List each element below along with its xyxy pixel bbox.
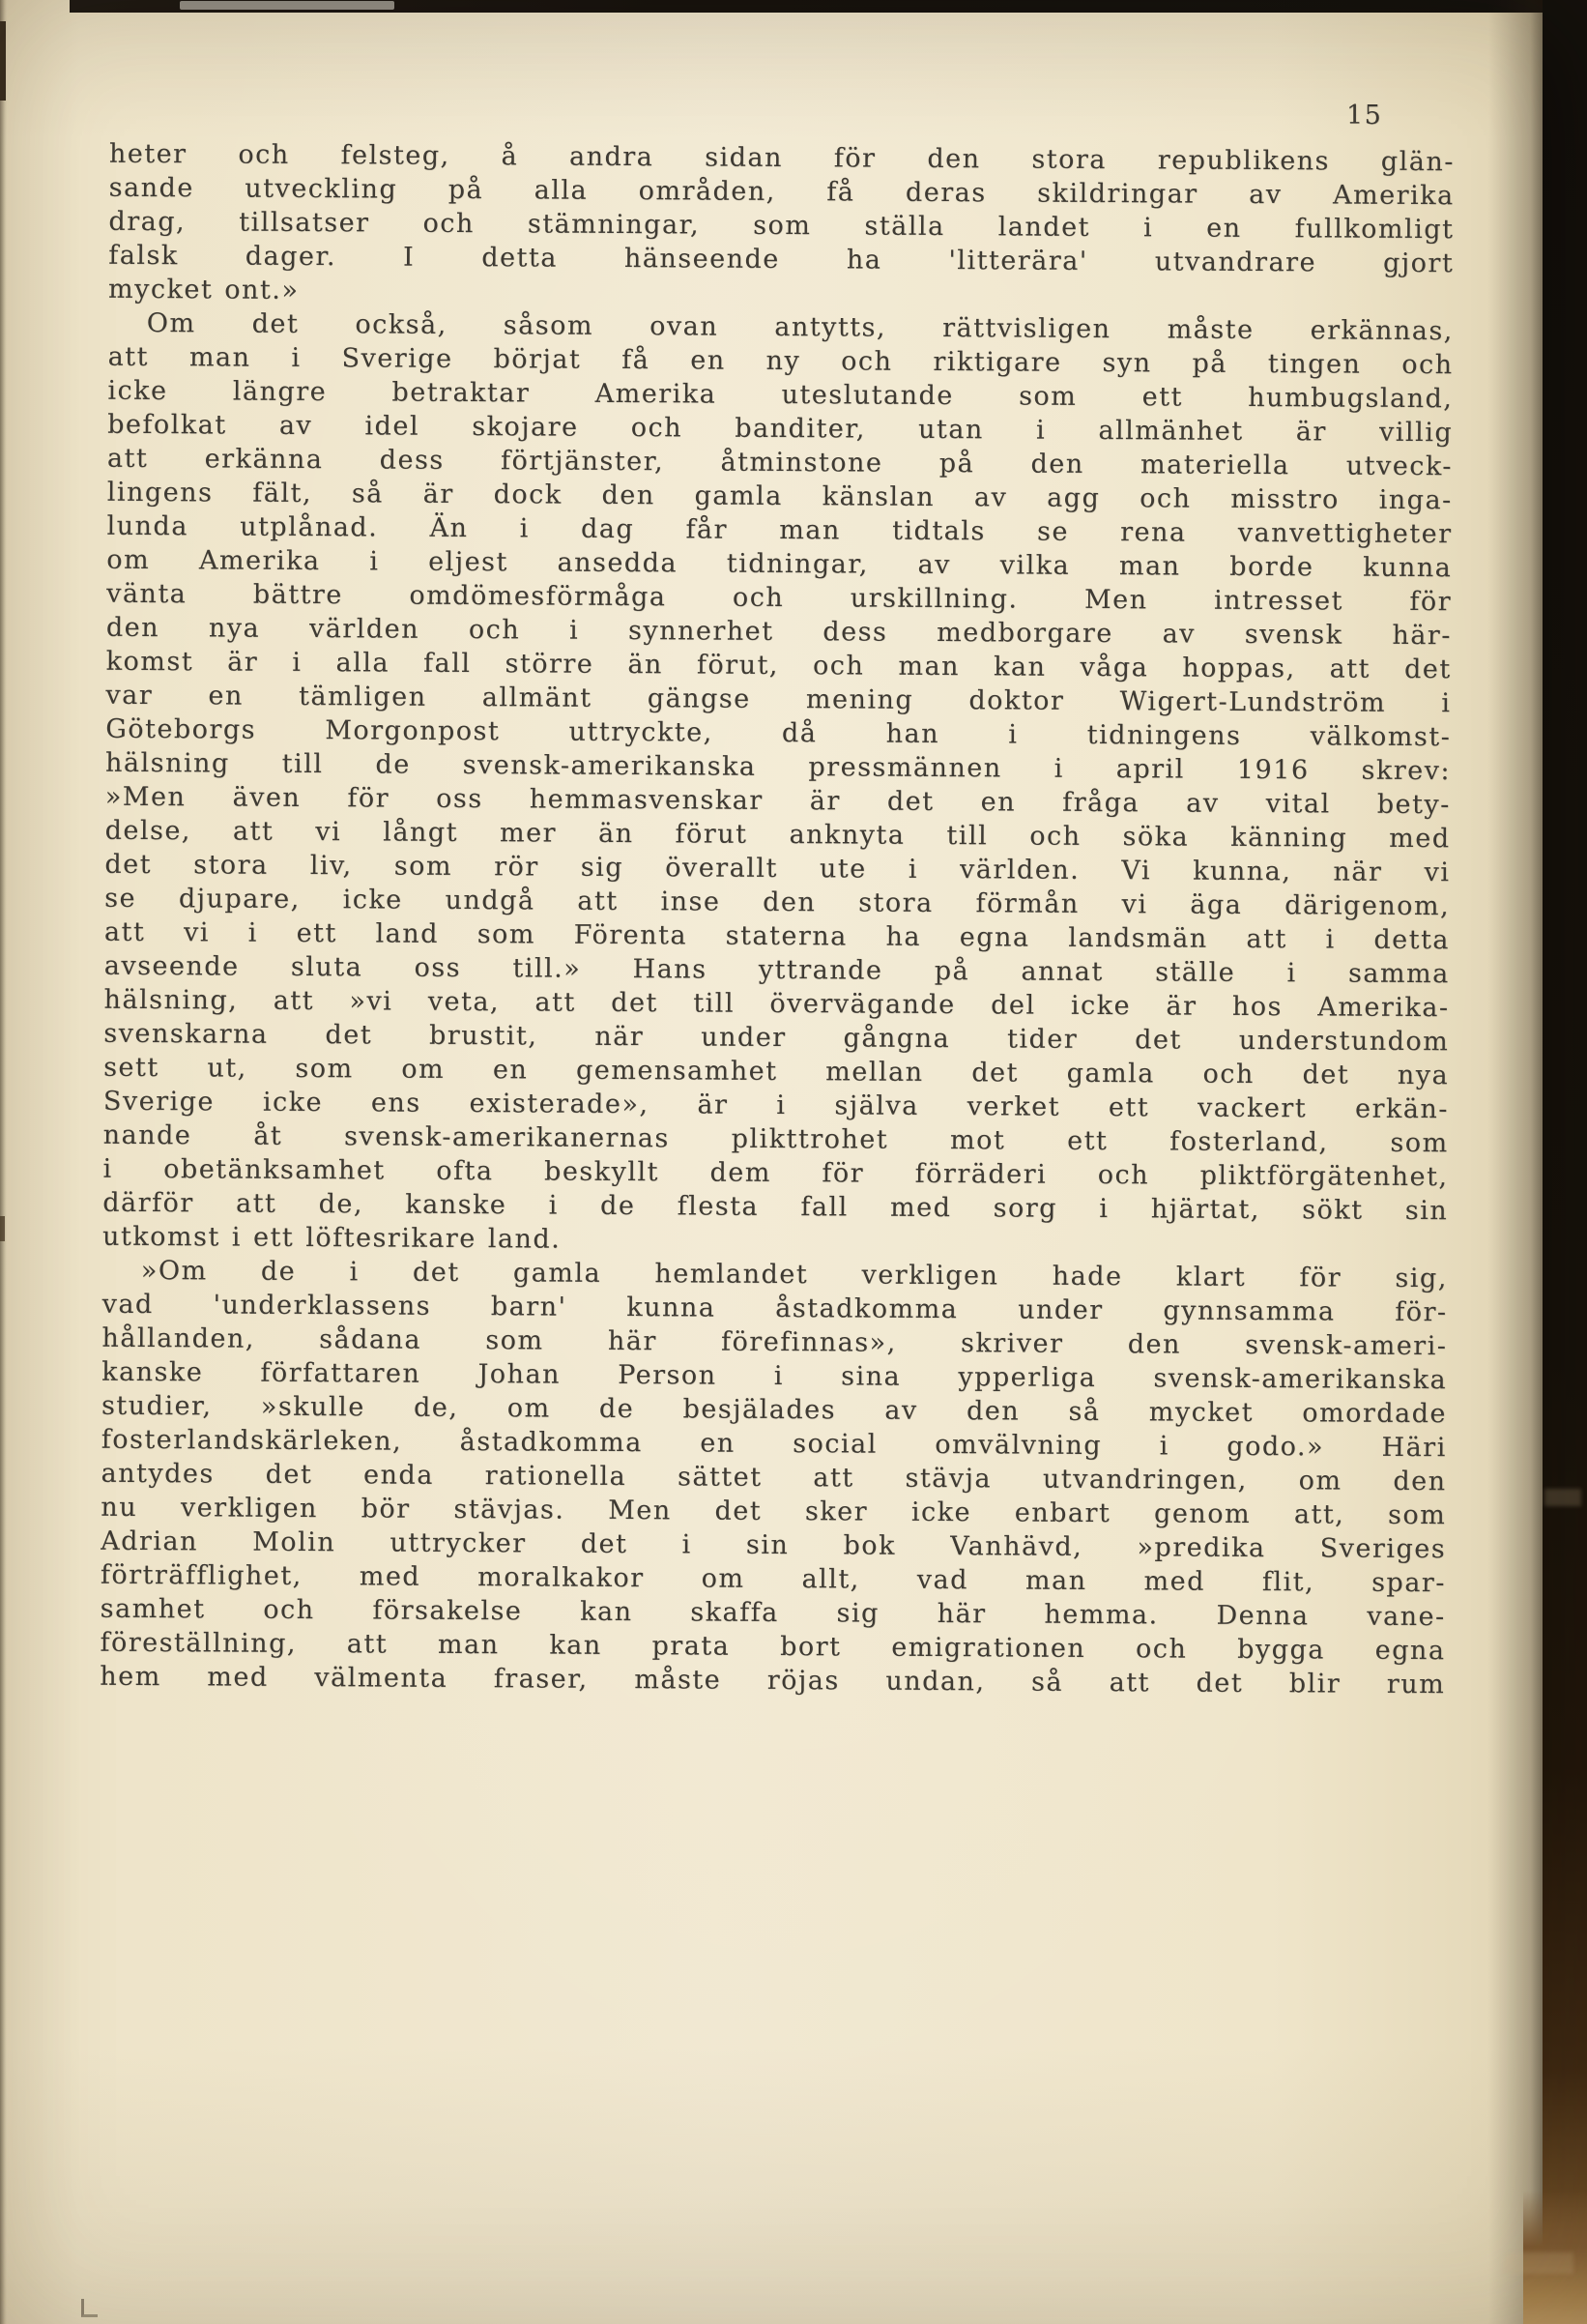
scan-edge-top-bar-highlight xyxy=(180,1,394,10)
book-binding-edge-right xyxy=(1543,0,1587,2324)
text-line: icke längre betraktar Amerika uteslutande som ett humbugsland, xyxy=(107,375,1454,415)
page-edge-shadow-left xyxy=(0,0,7,2324)
text-line: hälsning, att »vi veta, att det till övervägande del icke är hos Amerika- xyxy=(103,984,1450,1024)
text-line: komst är i alla fall större än förut, och man kan våga hoppas, att det xyxy=(105,646,1452,685)
text-line: sett ut, som om en gemensamhet mellan det gamla och det nya xyxy=(103,1052,1450,1091)
text-line: mycket ont.» xyxy=(107,274,300,305)
text-line: sande utveckling på alla områden, få deras skildringar av Amerika xyxy=(108,172,1455,212)
text-line: hälsning till de svensk-amerikanska pressmännen i april 1916 skrev: xyxy=(104,747,1452,787)
text-line: fosterlandskärleken, åstadkomma en social omvälvning i godo.» Häri xyxy=(101,1424,1447,1464)
text-line: »Om de i det gamla hemlandet verkligen hade klart för sig, xyxy=(140,1255,1448,1294)
text-line: hållanden, sådana som här förefinnas», skriver den svensk-ameri- xyxy=(101,1322,1448,1362)
text-line: befolkat av idel skojare och banditer, utan i allmänhet är villig xyxy=(107,409,1454,449)
text-line: vänta bättre omdömesförmåga och urskillning. Men intresset för xyxy=(106,578,1453,618)
text-line: samhet och försakelse kan skaffa sig här hemma. Denna vane- xyxy=(100,1593,1446,1633)
text-line: förträfflighet, med moralkakor om allt, vad man med flit, spar- xyxy=(100,1559,1446,1599)
text-line: att vi i ett land som Förenta staterna ha egna landsmän att i detta xyxy=(103,916,1451,956)
text-line: nande åt svensk-amerikanernas plikttrohet mot ett fosterland, som xyxy=(102,1119,1449,1159)
page-edge-shadow-right xyxy=(1488,0,1548,2324)
text-line: Adrian Molin uttrycker det i sin bok Vanhävd, »predika Sveriges xyxy=(101,1525,1447,1565)
text-line: att erkänna dess förtjänster, åtminstone på den materiella utveck- xyxy=(106,443,1454,482)
text-line: föreställning, att man kan prata bort emigrationen och bygga egna xyxy=(100,1627,1446,1667)
text-line: i obetänksamhet ofta beskyllt dem för förräderi och pliktförgätenhet, xyxy=(102,1153,1449,1193)
text-line: Sverige icke ens existerade», är i själva verket ett vackert erkän- xyxy=(102,1086,1449,1125)
text-line: Om det också, såsom ovan antytts, rättvisligen måste erkännas, xyxy=(146,307,1454,347)
text-line: lunda utplånad. Än i dag får man tidtals se rena vanvettigheter xyxy=(106,510,1453,550)
text-line: att man i Sverige börjat få en ny och riktigare syn på tingen och xyxy=(107,341,1454,381)
scan-artifact-left-mid xyxy=(0,1216,5,1241)
text-line: drag, tillsatser och stämningar, som ställa landet i en fullkomligt xyxy=(108,206,1455,246)
text-line: det stora liv, som rör sig överallt ute i världen. Vi kunna, när vi xyxy=(104,849,1451,888)
text-line: kanske författaren Johan Person i sina ypperliga svensk-amerikanska xyxy=(101,1356,1448,1396)
page-number: 15 xyxy=(1346,101,1383,131)
text-line: därför att de, kanske i de flesta fall med sorg i hjärtat, sökt sin xyxy=(102,1187,1449,1227)
text-line: heter och felsteg, å andra sidan för den stora republikens glän- xyxy=(108,138,1455,178)
text-line: lingens fält, så är dock den gamla känslan av agg och misstro inga- xyxy=(106,477,1453,516)
text-line: Göteborgs Morgonpost uttryckte, då han i tidningens välkomst- xyxy=(105,713,1452,753)
text-line: »Men även för oss hemmasvenskar är det en fråga av vital bety- xyxy=(104,781,1451,821)
body-text xyxy=(100,137,1455,1701)
text-line: om Amerika i eljest ansedda tidningar, av vilka man borde kunna xyxy=(106,544,1453,584)
text-line: avseende sluta oss till.» Hans yttrande på annat ställe i samma xyxy=(103,950,1450,990)
text-line: utkomst i ett löftesrikare land. xyxy=(101,1221,562,1255)
text-line: se djupare, icke undgå att inse den stora förmån vi äga därigenom, xyxy=(104,883,1451,922)
text-line: delse, att vi långt mer än förut anknyta till och söka känning med xyxy=(104,815,1451,855)
text-line: nu verkligen bör stävjas. Men det sker icke enbart genom att, som xyxy=(101,1492,1447,1531)
text-line: studier, »skulle de, om de besjälades av den så mycket omordade xyxy=(101,1390,1448,1430)
text-line: svenskarna det brustit, när under gångna tider det understundom xyxy=(103,1018,1450,1058)
scan-smudge-right-bottom xyxy=(1504,2252,1573,2274)
scan-smudge-right-mid xyxy=(1544,1489,1581,1506)
text-line: var en tämligen allmänt gängse mening doktor Wigert-Lundström i xyxy=(105,680,1452,719)
scan-artifact-bottom-left xyxy=(81,2299,98,2317)
scan-artifact-left-top xyxy=(0,21,6,101)
text-line: hem med välmenta fraser, måste röjas undan, så att det blir rum xyxy=(100,1661,1446,1700)
text-line: antydes det enda rationella sättet att stävja utvandringen, om den xyxy=(101,1458,1447,1497)
text-line: den nya världen och i synnerhet dess medborgare av svensk här- xyxy=(105,612,1452,652)
text-line: vad 'underklassens barn' kunna åstadkomma under gynnsamma för- xyxy=(101,1289,1448,1328)
text-line: falsk dager. I detta hänseende ha 'litterära' utvandrare gjort xyxy=(108,240,1455,279)
